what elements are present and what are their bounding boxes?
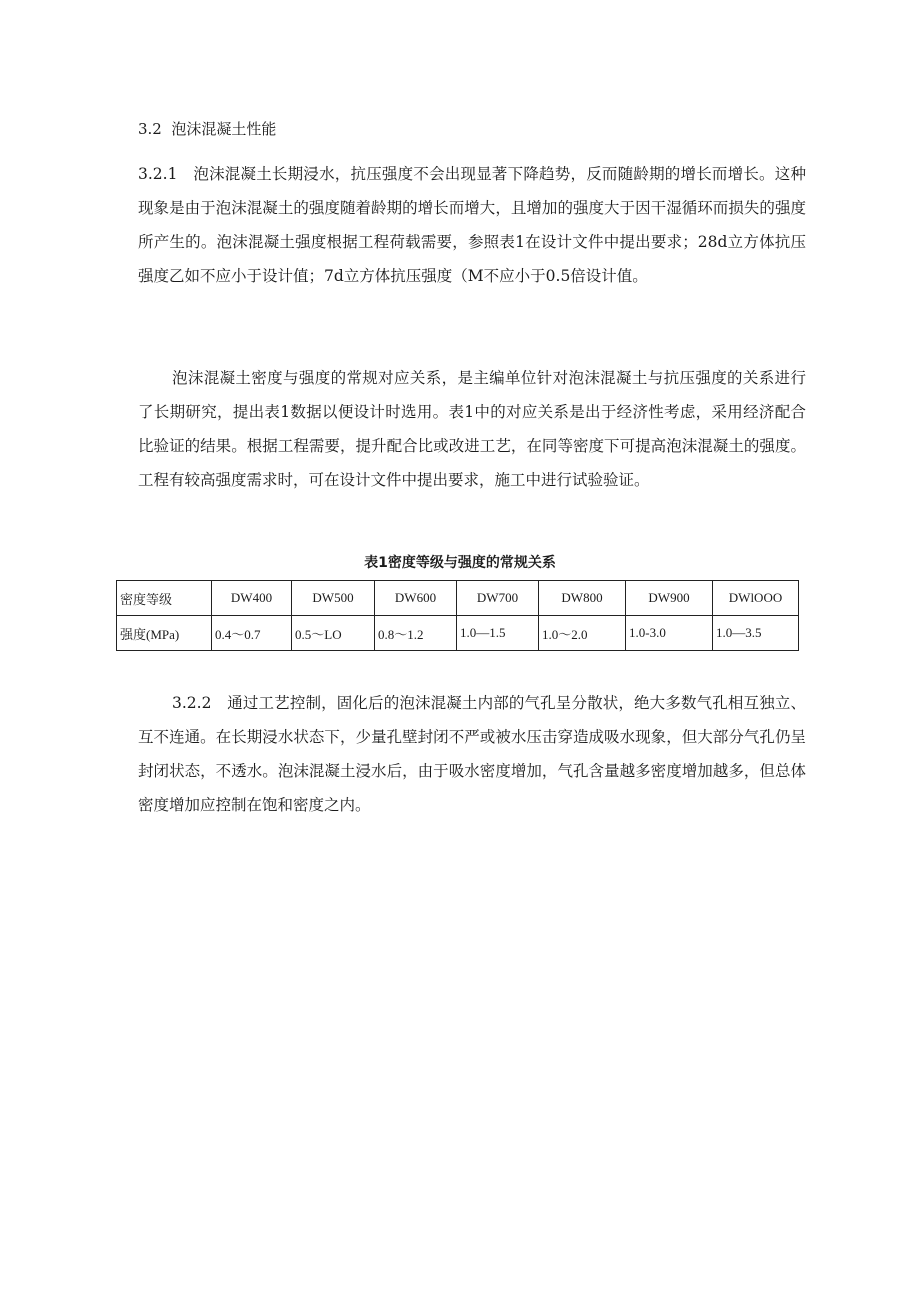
paragraph-3-2-2: 3.2.2 通过工艺控制，固化后的泡沫混凝土内部的气孔呈分散状，绝大多数气孔相互独立、互不连通。在长期浸水状态下，少量孔壁封闭不严或被水压击穿造成吸水现象，但大部分气孔仍呈封闭状态，不透水。泡沫混凝土浸水后，由于吸水密度增加，气孔含量越多密度增加越多，但总体密度增加应控制在饱和密度之内。: [138, 694, 806, 814]
table-row-strength: [117, 616, 799, 651]
row-label-strength: 强度(MPa): [117, 616, 212, 651]
strength-cell: 0.8～1.2: [375, 616, 457, 651]
strength-cell: 0.4～0.7: [212, 616, 292, 651]
strength-cell: 1.0～2.0: [539, 616, 626, 651]
table-caption: 表1密度等级与强度的常规关系: [364, 555, 556, 571]
grade-cell: DW700: [457, 581, 539, 616]
grade-cell: DW800: [539, 581, 626, 616]
paragraph-density-strength: 泡沫混凝土密度与强度的常规对应关系，是主编单位针对泡沫混凝土与抗压强度的关系进行了长期研究，提出表1数据以便设计时选用。表1中的对应关系是出于经济性考虑，采用经济配合比验证的结果。根据工程需要，提升配合比或改进工艺，在同等密度下可提高泡沫混凝土的强度。工程有较高强度需求时，可在设计文件中提出要求，施工中进行试验验证。: [138, 369, 806, 489]
strength-cell: 1.0—3.5: [713, 616, 799, 651]
paragraph-3-2-1: 3.2.1 泡沫混凝土长期浸水，抗压强度不会出现显著下降趋势，反而随龄期的增长而增长。这种现象是由于泡沫混凝土的强度随着龄期的增长而增大，且增加的强度大于因干湿循环而损失的强度所产生的。泡沫混凝土强度根据工程荷载需要，参照表1在设计文件中提出要求；28d立方体抗压强度乙如不应小于设计值；7d立方体抗压强度（M不应小于0.5倍设计值。: [138, 165, 806, 285]
strength-cell: 1.0-3.0: [626, 616, 713, 651]
grade-cell: DW500: [292, 581, 375, 616]
grade-cell: DW600: [375, 581, 457, 616]
table-row-grade: [117, 581, 799, 616]
section-number: 3.2: [138, 120, 162, 138]
strength-cell: 1.0—1.5: [457, 616, 539, 651]
grade-cell: DW900: [626, 581, 713, 616]
section-heading: [138, 118, 276, 140]
grade-cell: DW400: [212, 581, 292, 616]
row-label-grade: 密度等级: [117, 581, 212, 616]
section-title: 泡沫混凝土性能: [171, 120, 277, 138]
grade-cell: DWlOOO: [713, 581, 799, 616]
strength-cell: 0.5～LO: [292, 616, 375, 651]
density-strength-table: [116, 580, 799, 651]
